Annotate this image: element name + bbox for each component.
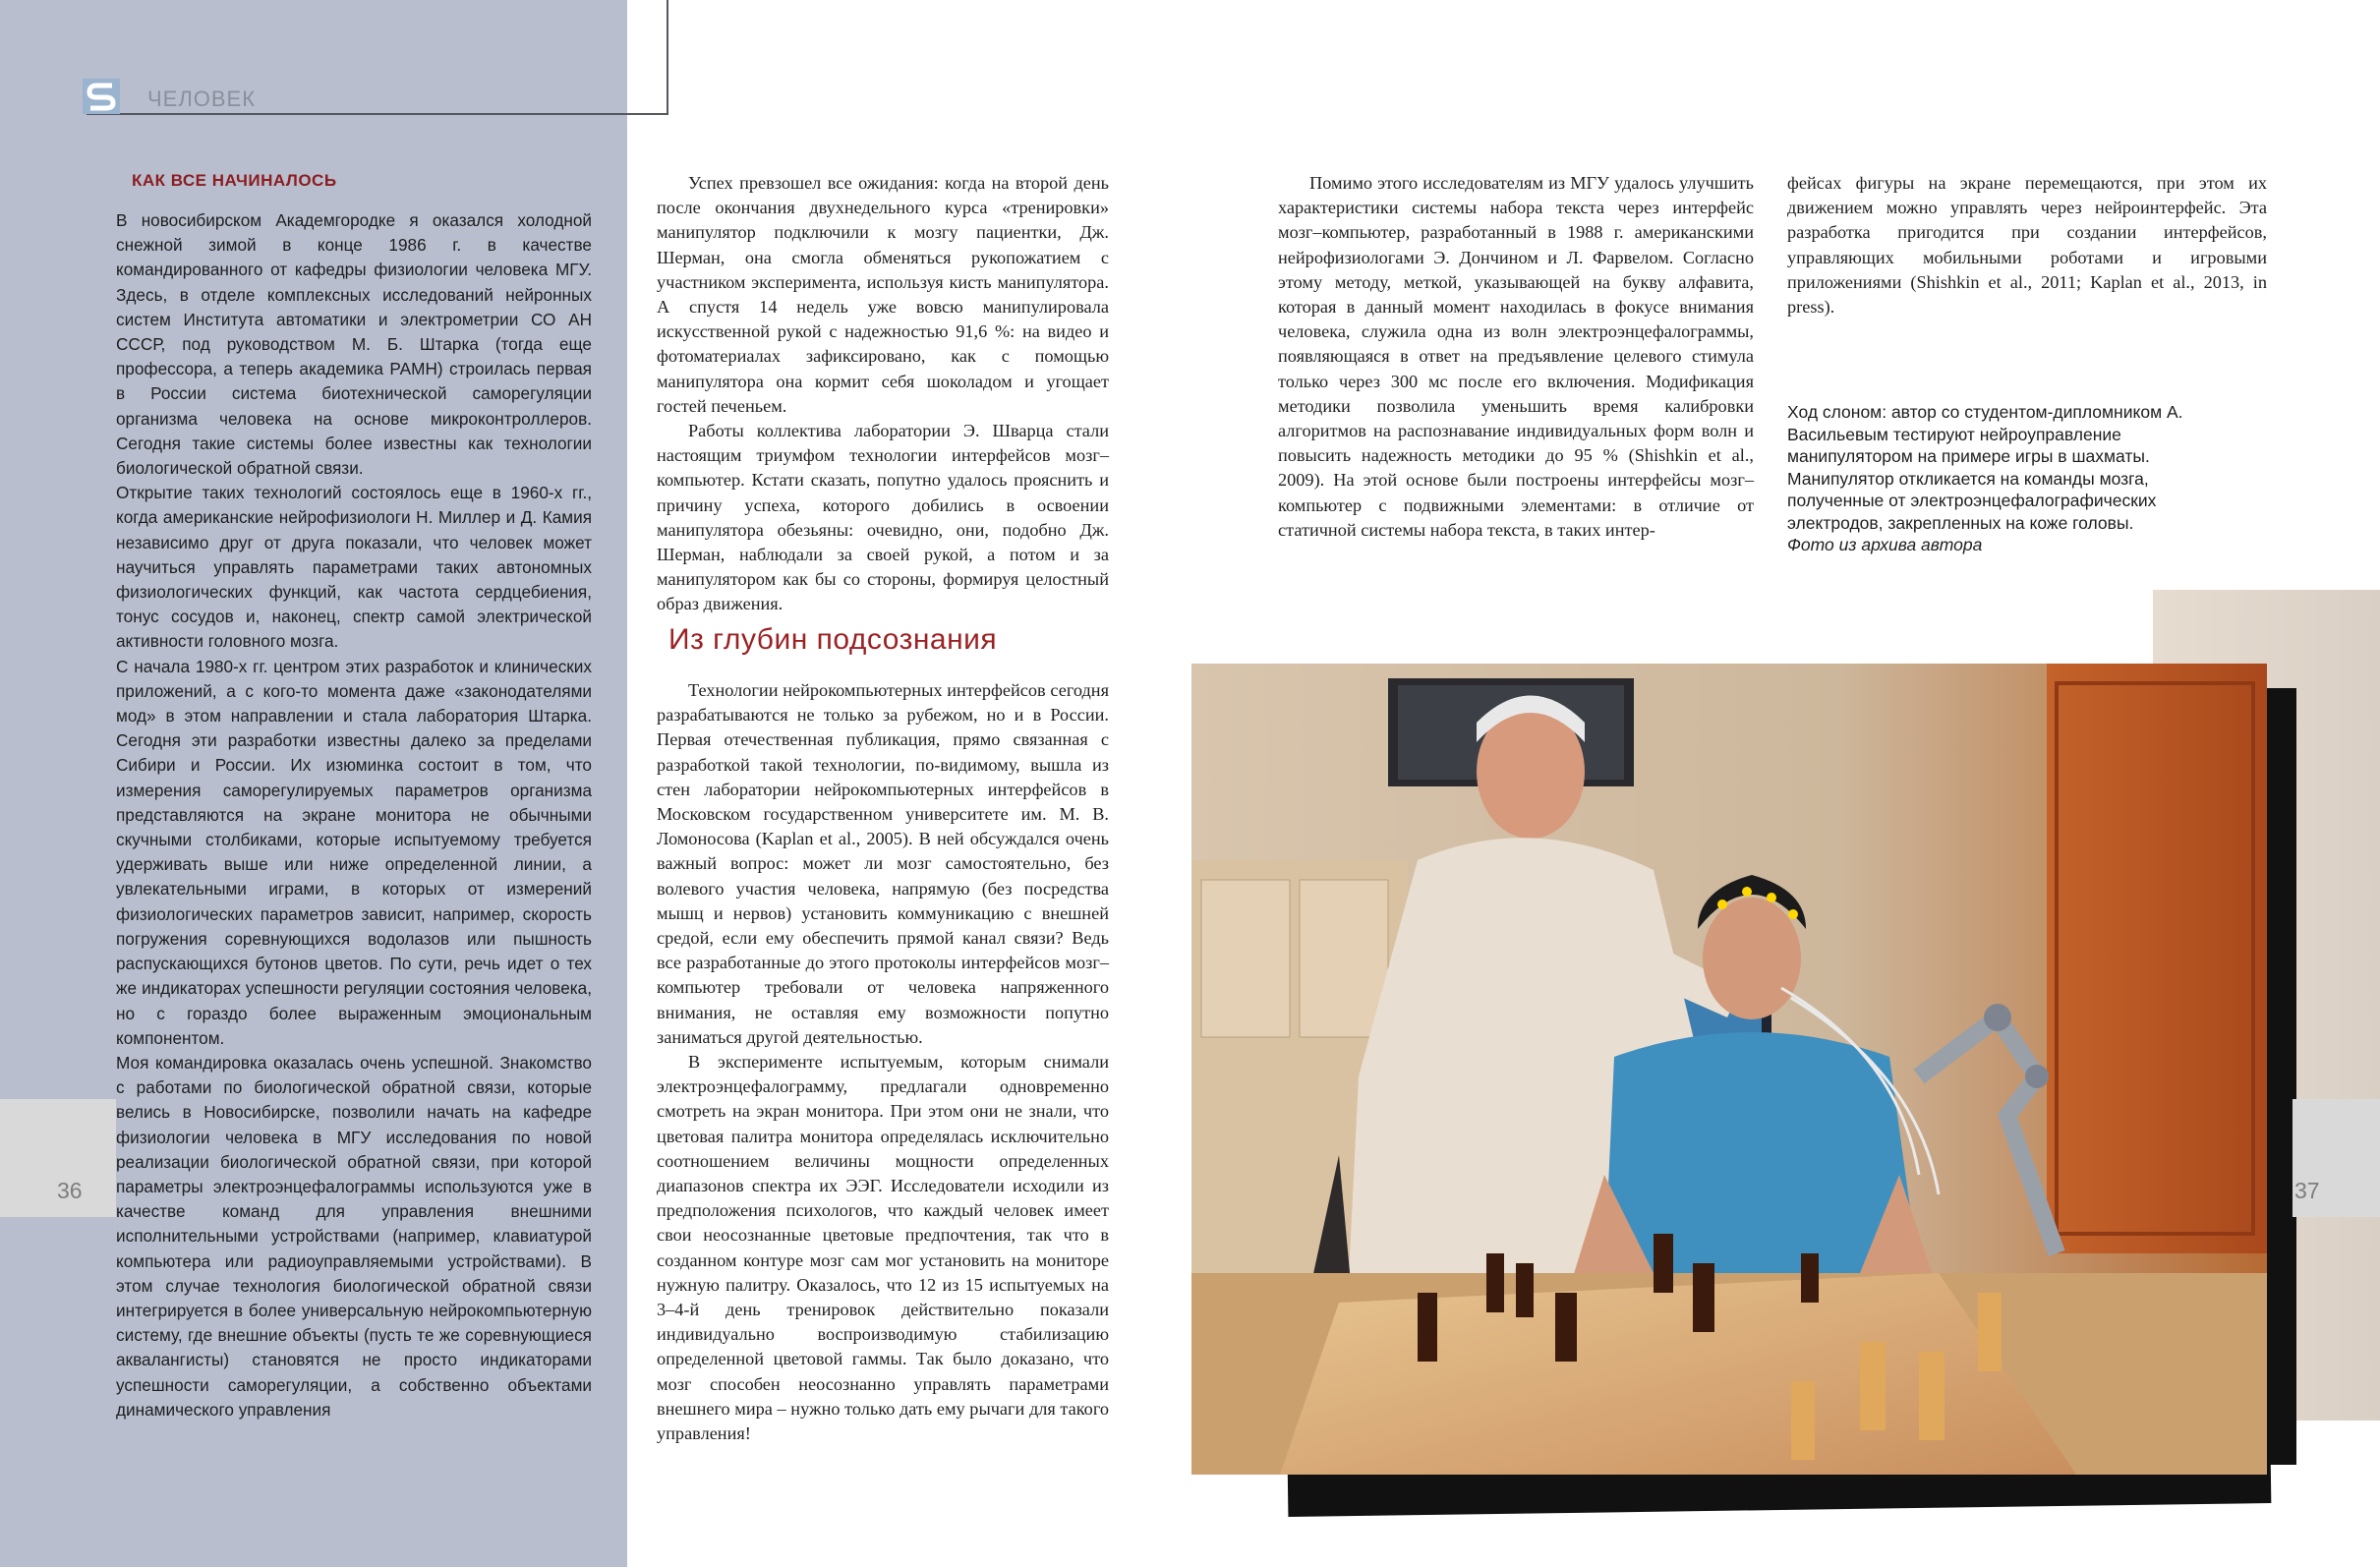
page-number-right: 37 <box>2294 1178 2320 1203</box>
article-paragraph: Технологии нейрокомпьютерных интерфейсов сегодня разрабатываются не только за рубежом, но и в России. Первая отечественная публикация, прямо связанная с разработкой такой технологии, по-видимому, вышла из стен лаборатории нейрокомпьютерных интерфейсов в Московском государственном университете им. М. В. Ломоносова (Kaplan et al., 2005). В ней обсуждался очень важный вопрос: может ли мозг самостоятельно, без волевого участия человека, напрямую (без посредства мышц и нервов) установить коммуникацию с внешней средой, если ему обеспечить прямой канал связи? Ведь все разработанные до этого протоколы интерфейсов мозг–компьютер требовали от человека напряженного внимания, не оставляя ему возможности попутно заниматься другой деятельностью. <box>657 680 1109 1047</box>
section-subheading: Из глубин подсознания <box>668 623 998 656</box>
article-paragraph: Работы коллектива лаборатории Э. Шварца стали настоящим триумфом технологии интерфейсов мозг–компьютер. Кстати сказать, попутно удалось прояснить и причину успеха, которого добились в освоении манипулятора обезьяны: очевидно, они, подобно Дж. Шерман, наблюдали за своей рукой, а потом и за манипулятором как бы со стороны, формируя целостный образ движения. <box>657 421 1109 614</box>
article-column-3 <box>1278 171 1754 543</box>
article-paragraph: В эксперименте испытуемым, которым снимали электроэнцефалограмму, предлагали одновременно смотреть на экран монитора. При этом они не знали, что цветовая палитра монитора определялась исключительно соотношением величины мощности определенных диапазонов спектра их ЭЭГ. Исследователи исходили из предположения психологов, что каждый человек имеет свои неосознанные цветовые предпочтения, так что в созданном контуре мозг сам мог установить на мониторе нужную палитру. Оказалось, что 12 из 15 испытуемых на 3–4-й день тренировок действительно показали индивидуально воспроизводимую стабилизацию определенной цветовой гаммы. Так было доказано, что мозг способен неосознанно управлять параметрами внешнего мира – нужно только дать ему рычаги для такого управления! <box>657 1052 1109 1444</box>
photo-illustration <box>1191 664 2267 1475</box>
article-column-4 <box>1787 171 2267 319</box>
article-paragraph: Успех превзошел все ожидания: когда на второй день после окончания двухнедельного курса «тренировки» манипулятор подключили к мозгу пациентки, Дж. Шерман, она смогла обменяться рукопожатием с участником эксперимента, используя кисть манипулятора. А спустя 14 недель уже вовсю манипулировала искусственной рукой с надежностью 91,6 %: на видео и фотоматериалах зафиксировано, как с помощью манипулятора она кормит себя шоколадом и угощает гостей печеньем. <box>657 173 1109 416</box>
sidebar-heading: КАК ВСЕ НАЧИНАЛОСЬ <box>132 171 337 190</box>
caption-text: Ход слоном: автор со студентом-дипломником А. Васильевым тестируют нейроуправление манипулятором на примере игры в шахматы. Манипулятор откликается на команды мозга, полученные от электроэнцефалографических электродов, закрепленных на коже головы. <box>1787 402 2183 533</box>
section-label: ЧЕЛОВЕК <box>147 87 257 111</box>
header-rule-vertical <box>667 0 668 115</box>
header-rule <box>87 113 668 115</box>
sidebar-paragraph: Моя командировка оказалась очень успешной. Знакомство с работами по биологической обратной связи, которые велись в Новосибирске, позволили начать на кафедре физиологии человека в МГУ исследования по новой реализации биологической обратной связи, при которой параметры электроэнцефалограммы используются уже в качестве команд для управления внешними исполнительными устройствами (например, клавиатурой компьютера или радиоуправляемыми устройствами). В этом случае технология биологической обратной связи интегрируется в более универсальную нейрокомпьютерную систему, где внешние объекты (пусть те же соревнующиеся аквалангисты) становятся не просто индикаторами успешности саморегуляции, а собственно объектами динамического управления <box>116 1052 592 1420</box>
sidebar-paragraph: С начала 1980-х гг. центром этих разработок и клинических приложений, а с кого-то момента даже «законодателями мод» в этом направлении и стала лаборатория Штарка. Сегодня эти разработки известны далеко за пределами Сибири и России. Их изюминка состоит в том, что измерения саморегулируемых параметров организма представляются на экране монитора не обычными скучными столбиками, которые испытуемому требуется удерживать выше или ниже определенной линии, а увлекательными играми, в которых от измерений физиологических параметров зависит, например, скорость погружения соревнующихся водолазов или пышность распускающихся бутонов цветов. По сути, речь идет о тех же индикаторах успешности регуляции состояния человека, но с гораздо более выраженным эмоциональным компонентом. <box>116 656 592 1048</box>
article-paragraph: Помимо этого исследователям из МГУ удалось улучшить характеристики системы набора текста через интерфейс мозг–компьютер, разработанный в 1988 г. американскими нейрофизиологами Э. Дончином и Л. Фарвелом. Согласно этому методу, меткой, указывающей на букву алфавита, которая в данный момент находилась в фокусе внимания человека, служила одна из волн электроэнцефалограммы, появляющаяся в ответ на предъявление целевого стимула только через 300 мс после его включения. Модификация методики позволила уменьшить время калибровки алгоритмов на распознавание индивидуальных форм волн и повысить надежность методики до 95 % (Shishkin et al., 2009). На этой основе были построены интерфейсы мозг–компьютер с подвижными элементами: в отличие от статичной системы набора текста, в таких интер- <box>1278 173 1754 540</box>
sidebar-paragraph: В новосибирском Академгородке я оказался холодной снежной зимой в конце 1986 г. в качестве командированного от кафедры физиологии человека МГУ. Здесь, в отделе комплексных исследований нейронных систем Института автоматики и электрометрии СО АН СССР, под руководством М. Б. Штарка (тогда еще профессора, а теперь академика РАМН) строилась первая в России система биотехнической саморегуляции организма человека на основе микроконтроллеров. Сегодня такие системы более известны как технологии биологической обратной связи. <box>116 210 592 479</box>
caption-credit: Фото из архива автора <box>1787 535 1983 554</box>
article-paragraph: фейсах фигуры на экране перемещаются, при этом их движением можно управлять через нейроинтерфейс. Эта разработка пригодится при создании интерфейсов, управляющих мобильными роботами и игровыми приложениями (Shishkin et al., 2011; Kaplan et al., 2013, in press). <box>1787 173 2267 318</box>
article-column-2 <box>657 171 1109 617</box>
article-column-2b <box>657 678 1109 1446</box>
sidebar-paragraph: Открытие таких технологий состоялось еще в 1960-х гг., когда американские нейрофизиологи Н. Миллер и Д. Камия независимо друг от друга показали, что человек может научиться управлять параметрами таких автономных физиологических функций, как частота сердцебиения, тонус сосудов и, наконец, спектр самой электрической активности головного мозга. <box>116 483 592 652</box>
sidebar-text <box>116 208 592 1422</box>
photo-caption <box>1787 401 2249 556</box>
page-number-left: 36 <box>57 1178 83 1203</box>
article-photo <box>1191 664 2267 1475</box>
section-logo-icon <box>83 79 120 114</box>
